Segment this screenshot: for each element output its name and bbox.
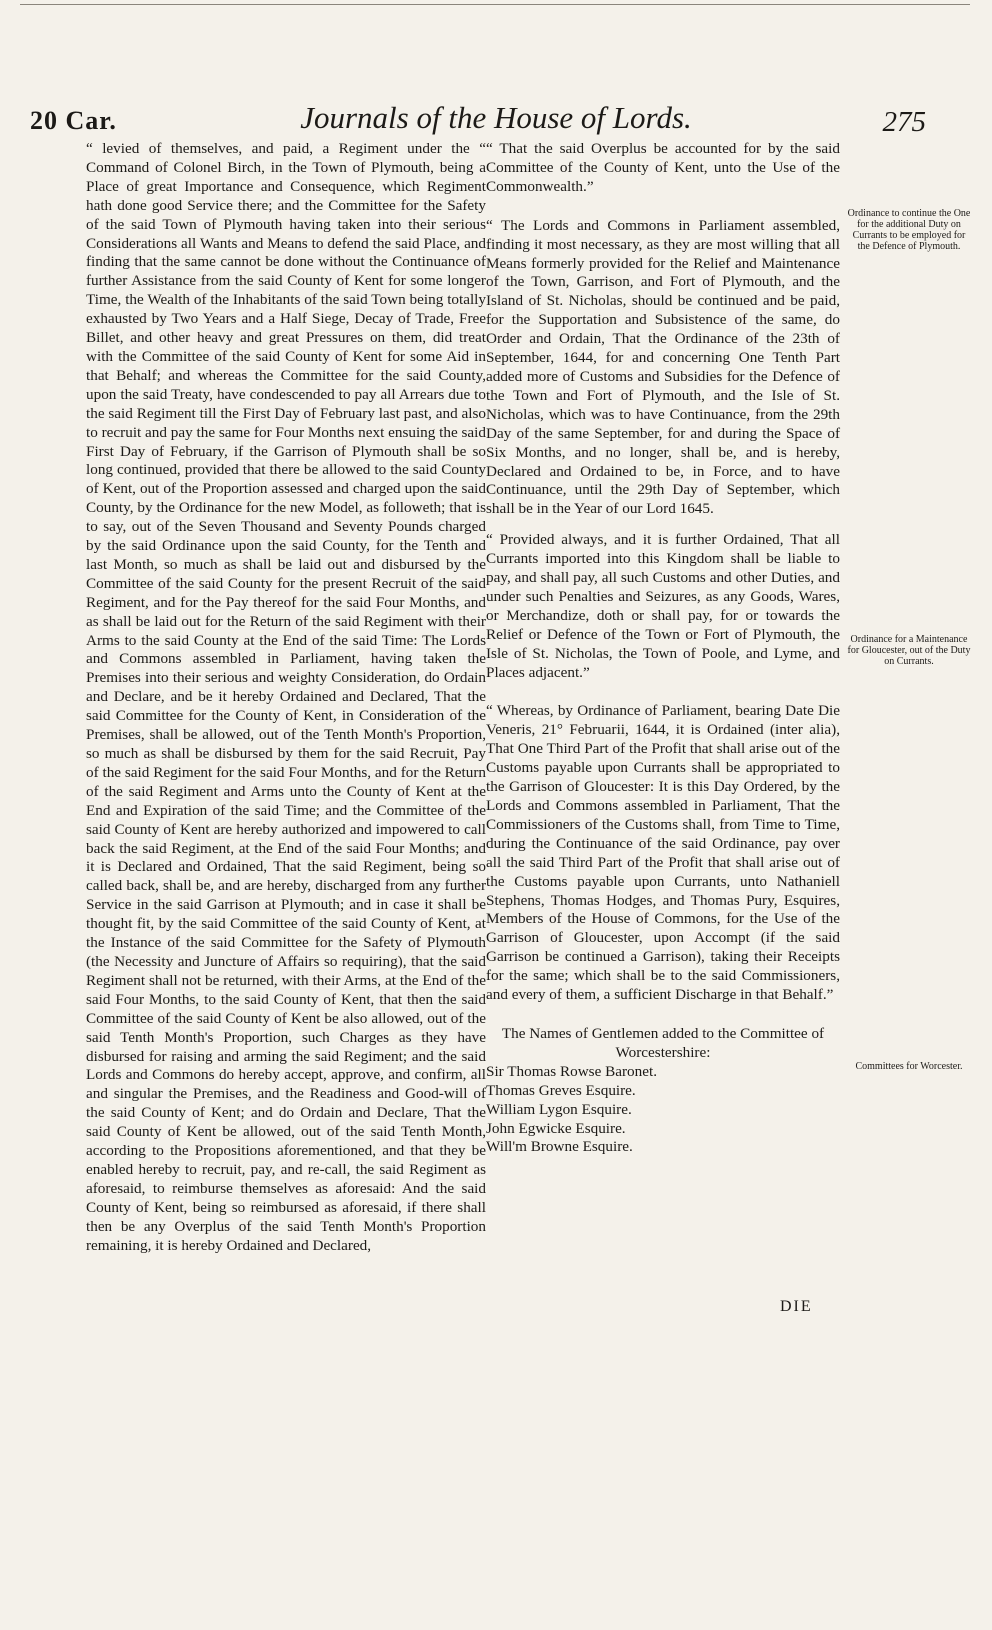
paragraph-gloucester: “ Whereas, by Ordinance of Parliament, bearing Date Die Veneris, 21° Februarii, 1644, it is Ordained (inter alia), That One Third Part of the Profit that shall arise out of the Customs payable upon Currants shall be appropriated to the Garrison of Gloucester: It is this Day Ordered, by the Lords and Commons assembled in Parliament, That the Commissioners of the Customs shall, from Time to Time, during the Continuance of the said Ordinance, pay over all the said Third Part of the Profit that shall arise out of the Customs payable upon Currants, unto Nathaniell Stephens, Thomas Hodges, and Thomas Pury, Esquires, Members of the House of Commons, for the Use of the Garrison of Gloucester, upon Accompt (if the said Garrison be continued a Garrison), taking their Receipts for the same; which shall be to the said Commissioners, and every of them, a sufficient Discharge in that Behalf.” [486, 702, 840, 1004]
page-number: 275 [882, 106, 926, 138]
paragraph-currants-proviso: “ Provided always, and it is further Ordained, That all Currants imported into this Kingdom shall be liable to pay, and shall pay, all such Customs and other Duties, and under such Penalties and Seizures, as any Goods, Wares, or Merchandize, doth or shall pay, for or towards the Relief or Defence of the Town or Fort of Plymouth, the Isle of St. Nicholas, the Town of Poole, and Lyme, and Places adjacent.” [486, 531, 840, 681]
left-column [86, 140, 486, 1255]
committee-heading: The Names of Gentlemen added to the Committee of Worcestershire: [501, 1024, 825, 1061]
committee-name: William Lygon Esquire. [486, 1100, 632, 1118]
top-rule [20, 4, 970, 5]
paragraph-overplus: “ That the said Overplus be accounted for by the said Committee of the County of Kent, unto the Use of the Commonwealth.” [486, 140, 840, 195]
committee-name: Will'm Browne Esquire. [486, 1138, 633, 1156]
margin-note-gloucester: Ordinance for a Maintenance for Gloucester, out of the Duty on Currants. [847, 634, 971, 667]
page-header [0, 100, 992, 144]
left-paragraph: “ levied of themselves, and paid, a Regiment under the “ Command of Colonel Birch, in the Town of Plymouth, being a Place of great Importance and Consequence, which Regiment hath done good Service there; and the Committee for the Safety of the said Town of Plymouth having taken into their serious Considerations all Wants and Means to defend the said Place, and finding that the same cannot be done without the Continuance of further Assistance from the said County of Kent for some longer Time, the Wealth of the Inhabitants of the said Town being totally exhausted by Two Years and a Half Siege, Decay of Trade, Free Billet, and other heavy and great Pressures on them, did treat with the Committee of the said County of Kent for some Aid in that Behalf; and whereas the Committee for the said County, upon the said Treaty, have condescended to pay all Arrears due to the said Regiment till the First Day of February last past, and also to recruit and pay the same for Four Months next ensuing the said First Day of February, if the Garrison of Plymouth shall be so long continued, provided that there be allowed to the said County of Kent, out of the Proportion assessed and charged upon the said County, by the Ordinance for the new Model, as followeth; that is to say, out of the Seven Thousand and Seventy Pounds charged by the said Ordinance upon the said County, for the Tenth and last Month, so much as shall be laid out and disbursed by the Committee of the said County for the present Recruit of the said Regiment, and for the Pay thereof for the said Four Months, and as shall be laid out for the Return of the said Regiment with their Arms to the said County at the End of the said Time: The Lords and Commons assembled in Parliament, having taken the Premises into their serious and weighty Consideration, do Ordain and Declare, and be it hereby Ordained and Declared, That the said Committee for the County of Kent, in Consideration of the Premises, shall be allowed, out of the Tenth Month's Proportion, so much as shall be disbursed by them for the said Recruit, Pay of the said Regiment for the said Four Months, and for the Return of the said Regiment and Arms unto the County of Kent at the End and Expiration of the said Time; and the Committee of the said County of Kent are hereby authorized and impowered to call back the said Regiment, at the End of the said Four Months; and it is Declared and Ordained, That the said Regiment, being so called back, shall be, and are hereby, discharged from any further Service in the said Garrison at Plymouth; and in case it shall be thought fit, by the said Committee of the said County of Kent, at the Instance of the said Committee for the Safety of Plymouth (the Necessity and Juncture of Affairs so requiring), that the said Regiment shall not be returned, with their Arms, at the End of the said Four Months, to the said County of Kent, that then the said Committee of the said County of Kent be also allowed, out of the said Tenth Month's Proportion, such Charges as they have disbursed for raising and arming the said Regiment; and the said Lords and Commons do hereby accept, approve, and confirm, all and singular the Premises, and the Readiness and Good-will of the said County of Kent; and do Ordain and Declare, That the said County of Kent be allowed, out of the said Tenth Month, according to the Propositions aforementioned, and that they be enabled hereby to recruit, pay, and re-call, the said Regiment as aforesaid, to reimburse themselves as aforesaid: And the said County of Kent, being so reimbursed as aforesaid, if there shall then be any Overplus of the said Tenth Month's Proportion remaining, it is hereby Ordained and Declared, [86, 140, 486, 1254]
margin-note-plymouth: Ordinance to continue the One for the additional Duty on Currants to be employed for the Defence of Plymouth. [847, 208, 971, 252]
committee-name: Thomas Greves Esquire. [486, 1081, 636, 1099]
committee-name: Sir Thomas Rowse Baronet. [486, 1062, 657, 1080]
right-column [486, 140, 840, 1157]
catchword: DIE [780, 1298, 813, 1315]
committee-name: John Egwicke Esquire. [486, 1119, 626, 1137]
committee-names [486, 1063, 840, 1158]
paragraph-plymouth-ordinance: “ The Lords and Commons in Parliament assembled, finding it most necessary, as they are most willing that all Means formerly provided for the Relief and Maintenance of the Town, Garrison, and Fort of Plymouth, and the Island of St. Nicholas, should be continued and be paid, for the Supportation and Subsistence of the same, do Order and Ordain, That the Ordinance of the 23th of September, 1644, for and concerning One Tenth Part added more of Customs and Subsidies for the Defence of the Town and Fort of Plymouth, and the Isle of St. Nicholas, which was to have Continuance, from the 29th Day of the same September, for and during the Space of Six Months, and no longer, shall be, and is hereby, Declared and Ordained to be, in Force, and to have Continuance, until the 29th Day of September, which shall be in the Year of our Lord 1645. [486, 216, 840, 518]
margin-note-worcester: Committees for Worcester. [855, 1061, 963, 1072]
page-title: Journals of the House of Lords. [300, 100, 692, 135]
regnal-year: 20 Car. [30, 106, 117, 135]
